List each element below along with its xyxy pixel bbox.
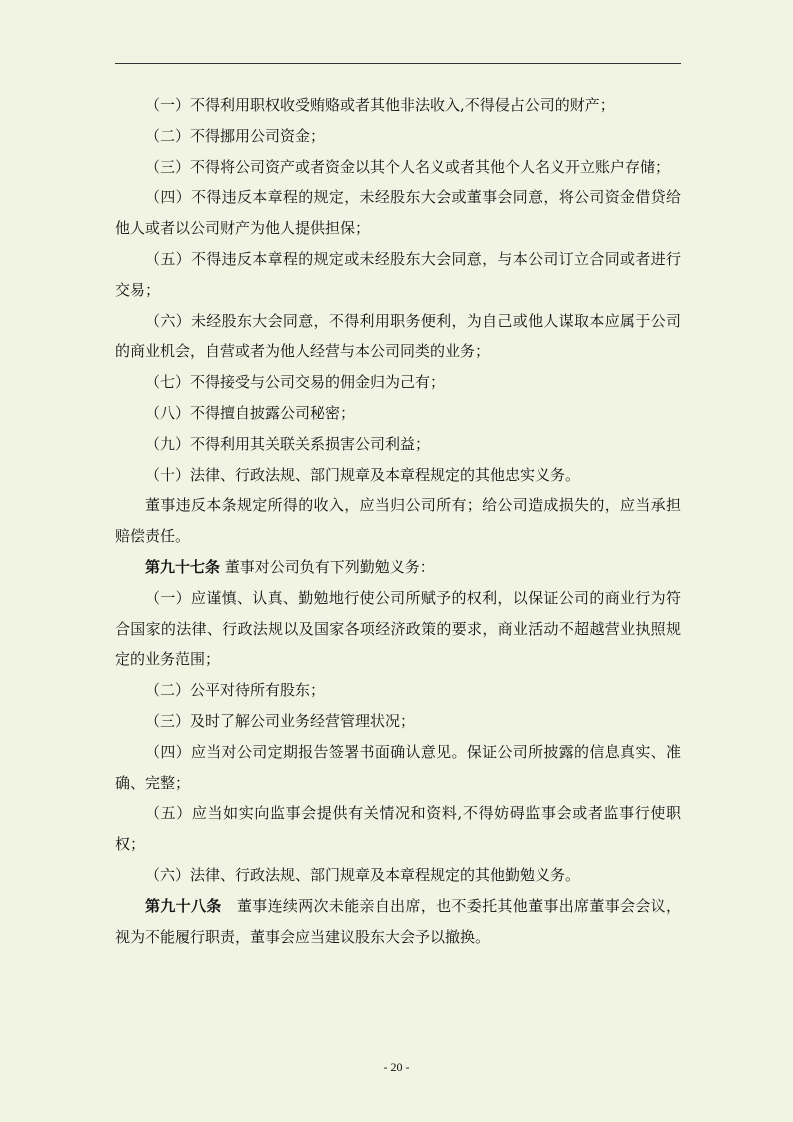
page-number: - 20 - bbox=[383, 1060, 410, 1074]
clause-item: （五）不得违反本章程的规定或未经股东大会同意，与本公司订立合同或者进行交易； bbox=[115, 249, 681, 299]
clause-item: （七）不得接受与公司交易的佣金归为己有； bbox=[145, 373, 446, 392]
clause-item: （一）不得利用职权收受贿赂或者其他非法收入,不得侵占公司的财产； bbox=[145, 96, 615, 114]
clause-item: （三）不得将公司资产或者资金以其个人名义或者其他个人名义开立账户存储； bbox=[145, 157, 671, 176]
clause-item: （九）不得利用其关联关系损害公司利益； bbox=[145, 434, 431, 453]
clause-item: （四）不得违反本章程的规定，未经股东大会或董事会同意，将公司资金借贷给他人或者以公司财产为他人提供担保； bbox=[115, 188, 681, 238]
document-body bbox=[115, 90, 681, 952]
clause-item: （五）应当如实向监事会提供有关情况和资料,不得妨碍监事会或者监事行使职权； bbox=[115, 804, 681, 854]
clause-item: （四）应当对公司定期报告签署书面确认意见。保证公司所披露的信息真实、准确、完整； bbox=[115, 742, 681, 792]
article-97: 第九十七条 董事对公司负有下列勤勉义务： bbox=[145, 557, 435, 576]
article-heading: 第九十八条 bbox=[145, 896, 222, 915]
header-rule bbox=[115, 63, 681, 64]
clause-item: （一）应谨慎、认真、勤勉地行使公司所赋予的权利，以保证公司的商业行为符合国家的法律、行政法规以及国家各项经济政策的要求，商业活动不超越营业执照规定的业务范围； bbox=[115, 588, 681, 669]
article-98: 第九十八条 董事连续两次未能亲自出席，也不委托其他董事出席董事会会议，视为不能履行职责，董事会应当建议股东大会予以撤换。 bbox=[115, 896, 681, 946]
clause-item: （六）未经股东大会同意，不得利用职务便利，为自己或他人谋取本应属于公司的商业机会，自营或者为他人经营与本公司同类的业务； bbox=[115, 311, 681, 361]
clause-item: （三）及时了解公司业务经营管理状况； bbox=[145, 711, 416, 730]
clause-item: （八）不得擅自披露公司秘密； bbox=[145, 403, 356, 422]
clause-item: （十）法律、行政法规、部门规章及本章程规定的其他忠实义务。 bbox=[145, 465, 581, 484]
article-heading: 第九十七条 bbox=[145, 557, 221, 576]
clause-item: （六）法律、行政法规、部门规章及本章程规定的其他勤勉义务。 bbox=[145, 865, 581, 884]
clause-item: （二）不得挪用公司资金； bbox=[145, 126, 326, 145]
body-paragraph: 董事违反本条规定所得的收入，应当归公司所有；给公司造成损失的，应当承担赔偿责任。 bbox=[115, 496, 681, 546]
clause-item: （二）公平对待所有股东； bbox=[145, 681, 326, 700]
